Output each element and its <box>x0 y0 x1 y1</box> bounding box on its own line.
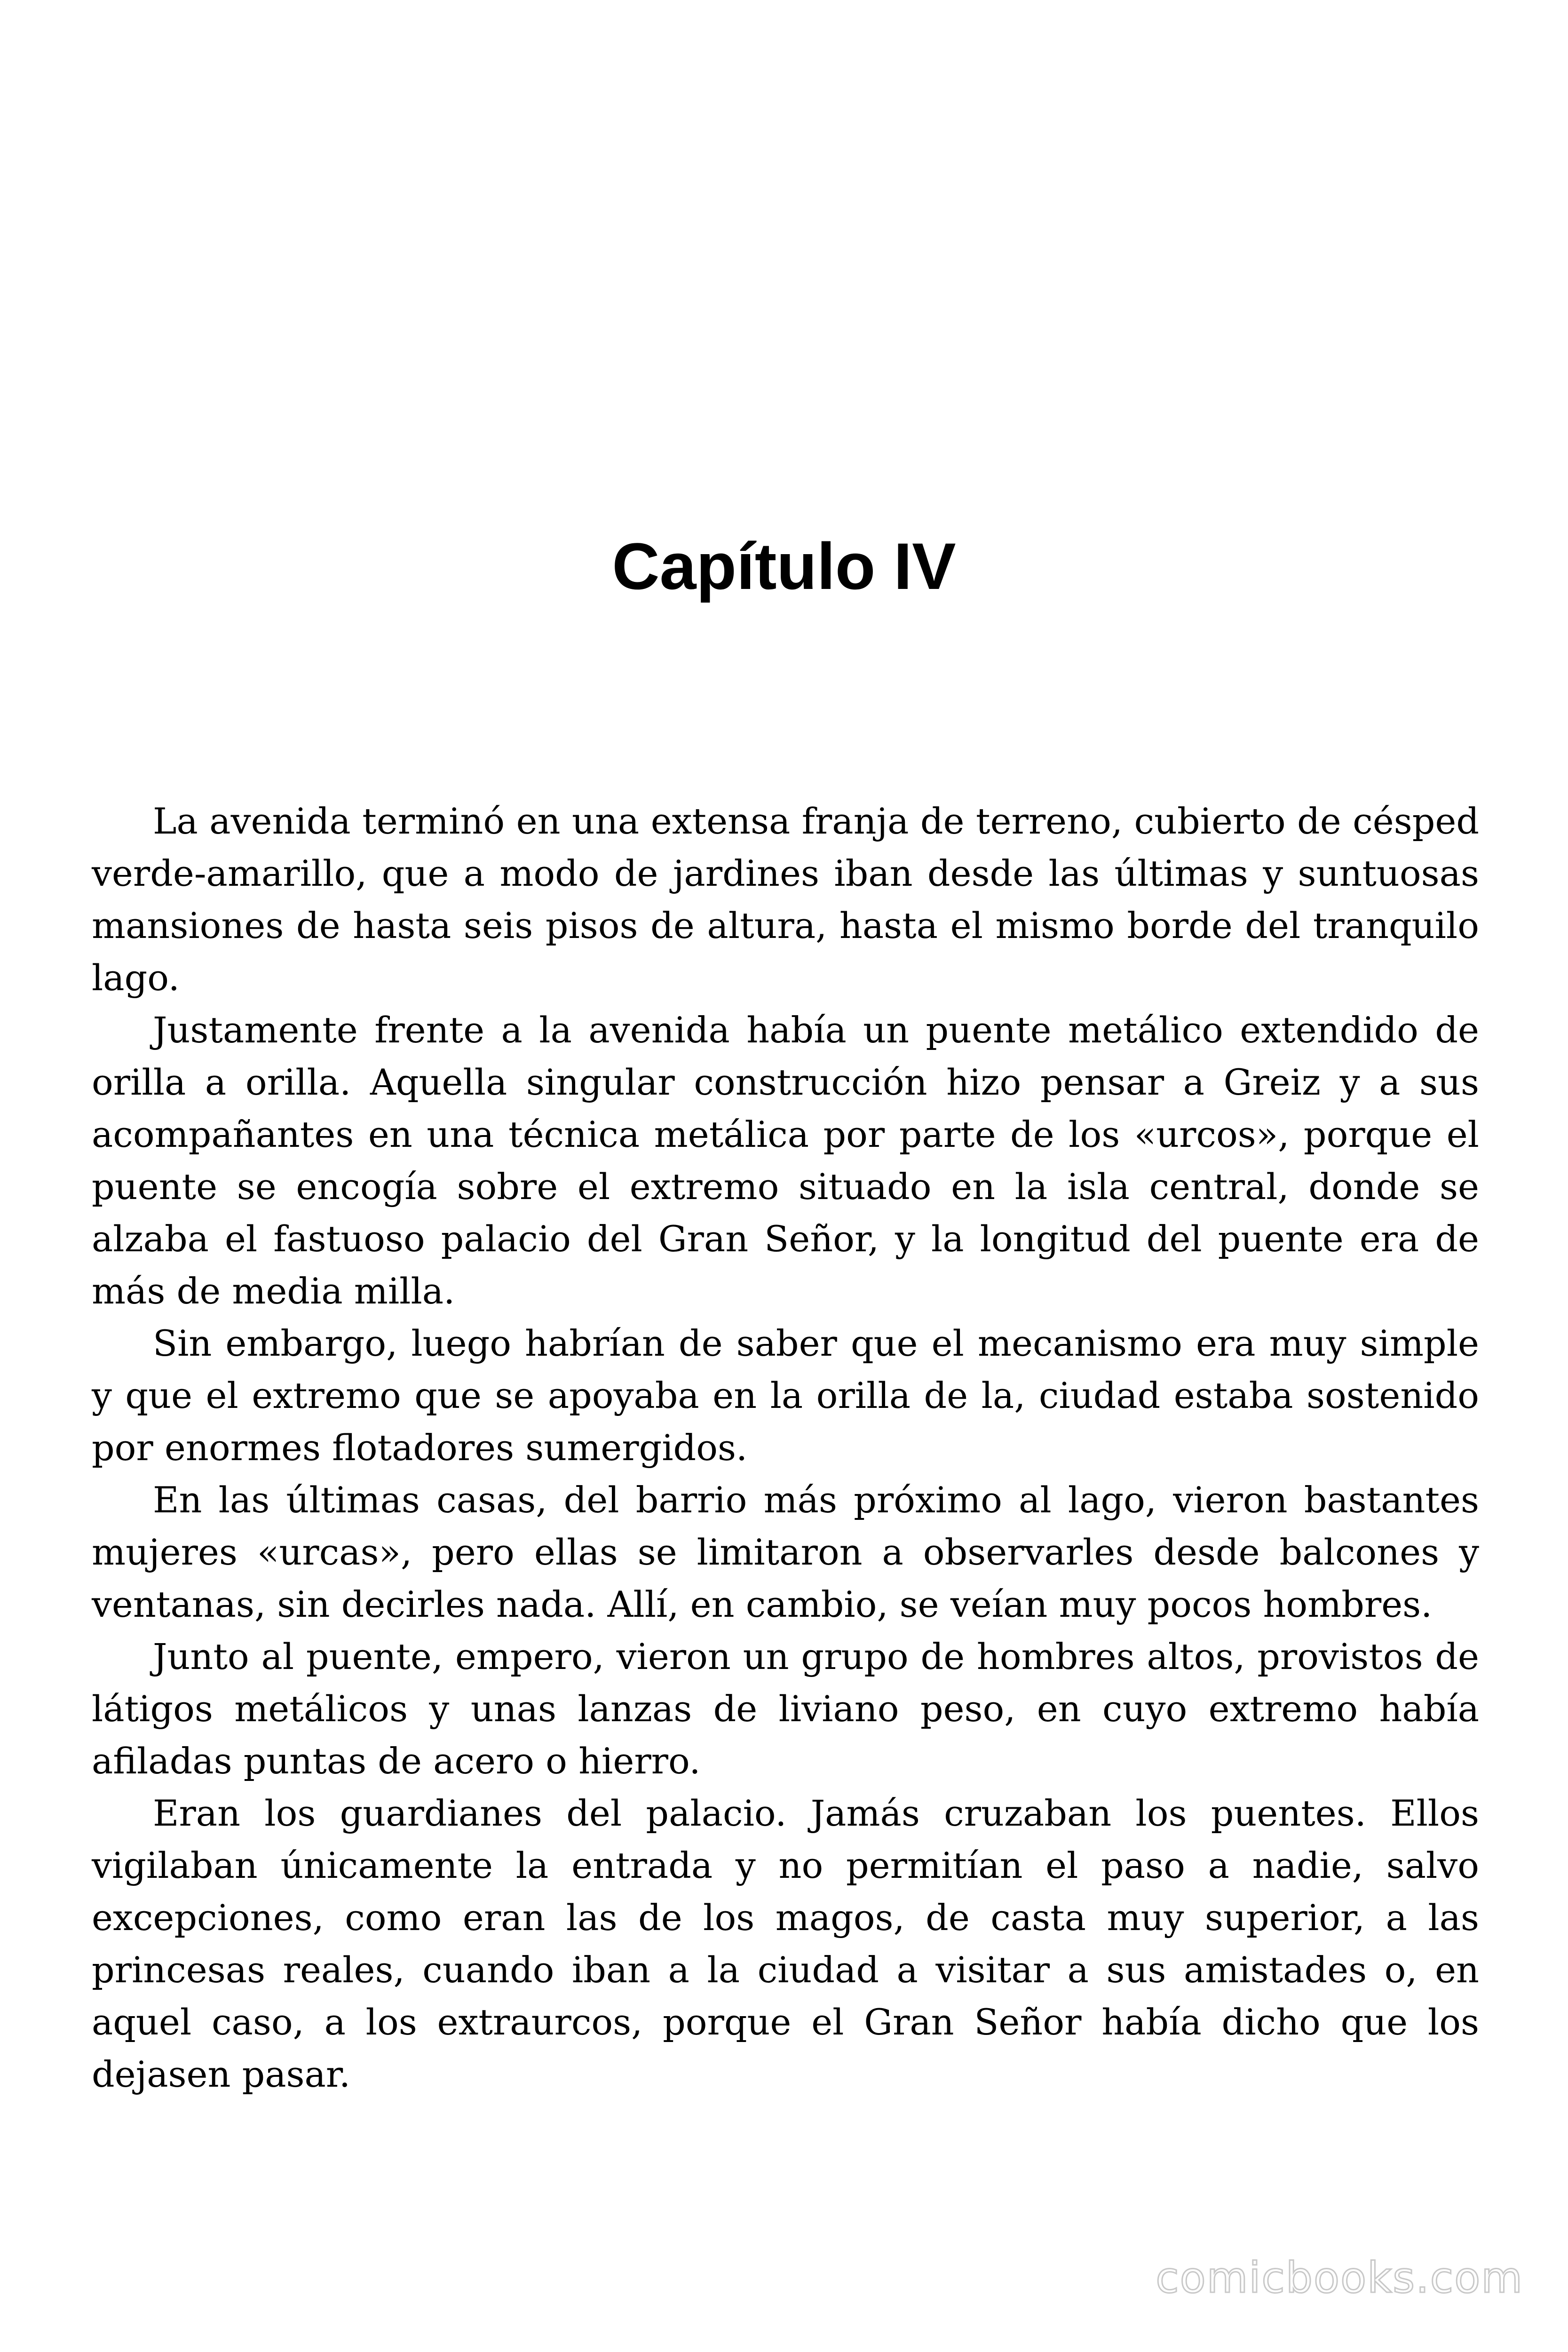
paragraph: Eran los guardianes del palacio. Jamás cruzaban los puentes. Ellos vigilaban únicamente la entrada y no permitían el paso a nadie, salvo excepciones, como eran las de los magos, de casta muy superior, a las princesas reales, cuando iban a la ciudad a visitar a sus amistades o, en aquel caso, a los extraurcos, porque el Gran Señor había dicho que los dejasen pasar. <box>92 1792 1479 2095</box>
chapter-title: Capítulo IV <box>612 529 956 603</box>
watermark: comicbooks.com <box>1156 2253 1523 2303</box>
paragraph: Sin embargo, luego habrían de saber que el mecanismo era muy simple y que el extremo que se apoyaba en la orilla de la, ciudad estaba sostenido por enormes flotadores sumergidos. <box>92 1322 1479 1469</box>
chapter-body <box>92 795 1479 2100</box>
paragraph: En las últimas casas, del barrio más próximo al lago, vieron bastantes mujeres «urcas», pero ellas se limitaron a observarles desde balcones y ventanas, sin decirles nada. Allí, en cambio, se veían muy pocos hombres. <box>92 1479 1479 1625</box>
paragraph: Junto al puente, empero, vieron un grupo de hombres altos, provistos de látigos metálicos y unas lanzas de liviano peso, en cuyo extremo había afiladas puntas de acero o hierro. <box>92 1636 1479 1782</box>
paragraph: La avenida terminó en una extensa franja de terreno, cubierto de césped verde-amarillo, que a modo de jardines iban desde las últimas y suntuosas mansiones de hasta seis pisos de altura, hasta el mismo borde del tranquilo lago. <box>92 800 1479 999</box>
paragraph: Justamente frente a la avenida había un puente metálico extendido de orilla a orilla. Aquella singular construcción hizo pensar a Greiz y a sus acompañantes en una técnica metálica por parte de los «urcos», porque el puente se encogía sobre el extremo situado en la isla central, donde se alzaba el fastuoso palacio del Gran Señor, y la longitud del puente era de más de media milla. <box>92 1009 1479 1312</box>
